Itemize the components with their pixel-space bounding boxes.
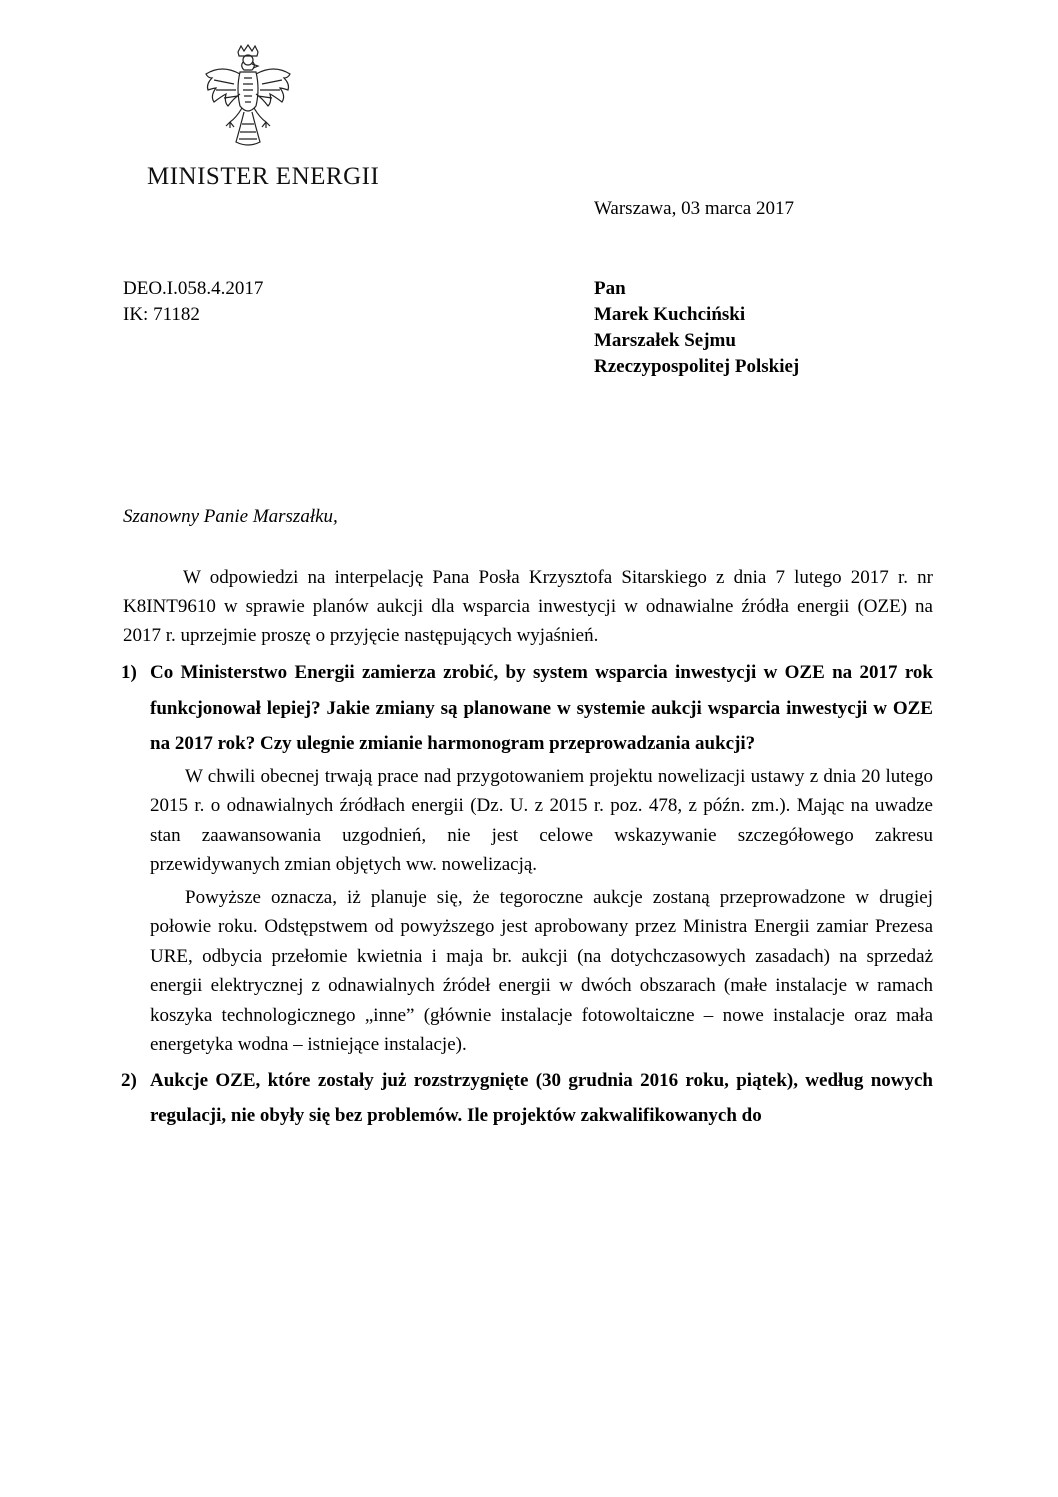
case-number: DEO.I.058.4.2017 — [123, 278, 264, 299]
question-item-1 — [123, 655, 933, 762]
question-item-2 — [123, 1063, 933, 1134]
reference-block — [123, 276, 263, 328]
question-text: Aukcje OZE, które zostały już rozstrzygnięte (30 grudnia 2016 roku, piątek), według nowych regulacji, nie obyły się bez problemów. Ile projektów zakwalifikowanych do — [150, 1069, 933, 1126]
date-line: Warszawa, 03 marca 2017 — [594, 198, 794, 219]
polish-eagle-emblem-icon — [200, 44, 296, 152]
question-number: 1) — [121, 662, 137, 683]
addressee-title: Marszałek Sejmu — [594, 330, 736, 351]
addressee-line-1: Pan — [594, 278, 626, 299]
addressee-block — [594, 276, 799, 380]
ministry-name: MINISTER ENERGII — [147, 163, 380, 190]
question-text: Co Ministerstwo Energii zamierza zrobić, by system wsparcia inwestycji w OZE na 2017 rok funkcjonował lepiej? Jakie zmiany są planowane w systemie aukcji wsparcia inwestycji w OZE na 2017 rok? Czy ulegnie zmianie harmonogram przeprowadzania aukcji? — [150, 662, 933, 754]
addressee-institution: Rzeczypospolitej Polskiej — [594, 356, 800, 377]
ik-number: IK: 71182 — [123, 304, 200, 325]
addressee-name: Marek Kuchciński — [594, 304, 746, 325]
intro-paragraph: W odpowiedzi na interpelację Pana Posła Krzysztofa Sitarskiego z dnia 7 lutego 2017 r. nr K8INT9610 w sprawie planów aukcji dla wsparcia inwestycji w odnawialne źródła energii (OZE) na 2017 r. uprzejmie proszę o przyjęcie następujących wyjaśnień. — [123, 567, 933, 646]
question-number: 2) — [121, 1069, 137, 1091]
answer-paragraph: W chwili obecnej trwają prace nad przygotowaniem projektu nowelizacji ustawy z dnia 20 lutego 2015 r. o odnawialnych źródłach energii (Dz. U. z 2015 r. poz. 478, z późn. zm.). Mając na uwadze stan zaawansowania uzgodnień, nie jest celowe wskazywanie szczegółowego zakresu przewidywanych zmian objętych ww. nowelizacją. — [150, 765, 933, 875]
answer-paragraph: Powyższe oznacza, iż planuje się, że tegoroczne aukcje zostaną przeprowadzone w drugiej połowie roku. Odstępstwem od powyższego jest aprobowany przez Ministra Energii zamiar Prezesa URE, odbycia przełomie kwietnia i maja br. aukcji (na dotychczasowych zasadach) na sprzedaż energii elektrycznej z odnawialnych źródeł energii w dwóch obszarach (małe instalacje w ramach koszyka technologicznego „inne” (głównie instalacje fotowoltaiczne – nowe instalacje oraz mała energetyka wodna – istniejące instalacje). — [150, 886, 933, 1055]
letter-body — [123, 563, 933, 1134]
salutation: Szanowny Panie Marszałku, — [123, 506, 338, 527]
answer-block-1 — [123, 762, 933, 1060]
